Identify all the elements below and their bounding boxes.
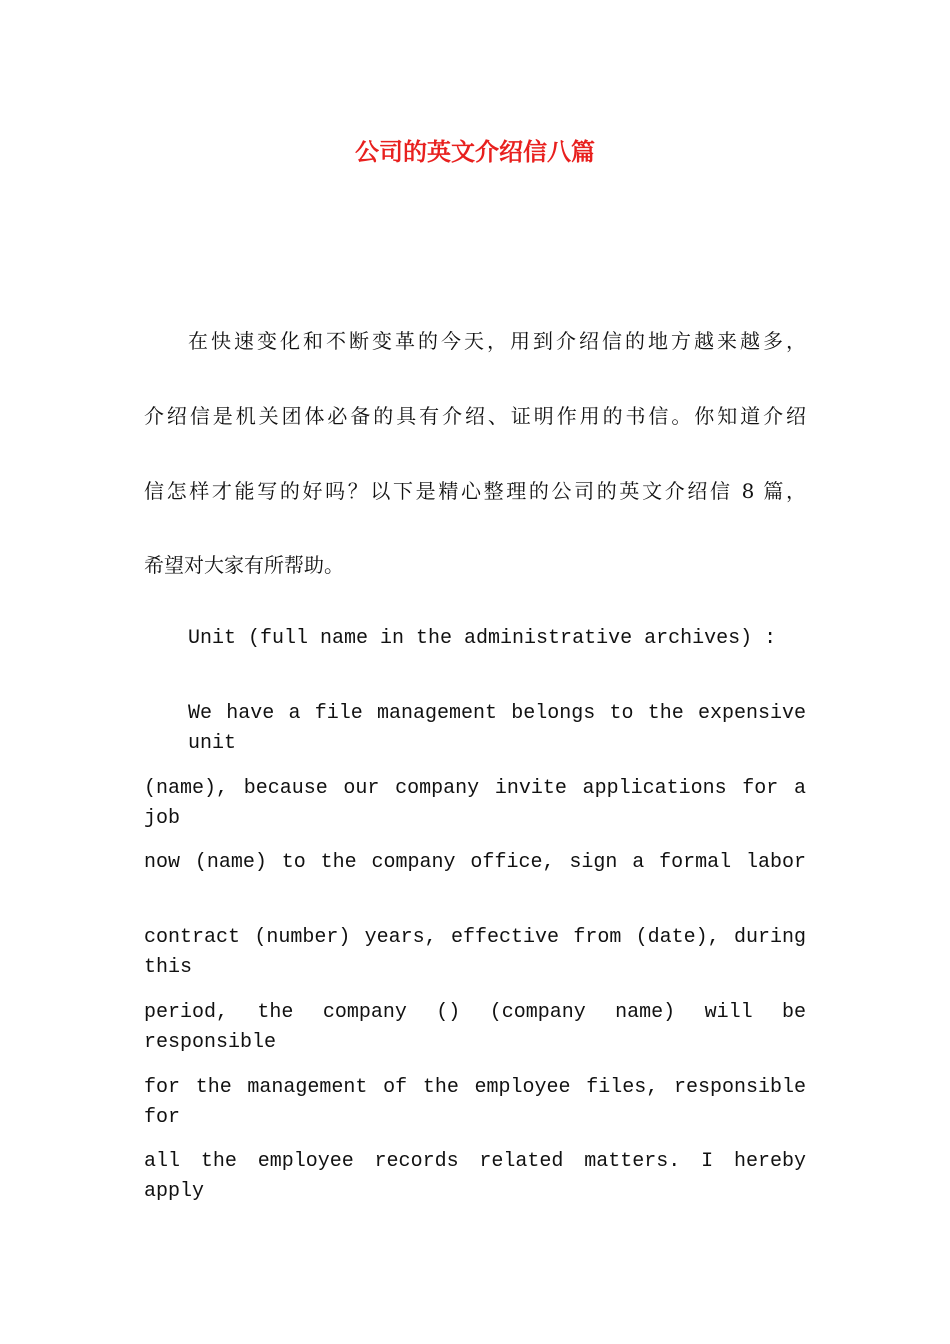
paragraph-line: all the employee records related matters. I hereby apply xyxy=(144,1150,806,1203)
paragraph-line: (name), because our company invite applications for a job xyxy=(144,777,806,830)
paragraph-line: We have a file management belongs to the expensive unit xyxy=(188,702,806,755)
paragraph-line: now (name) to the company office, sign a formal labor xyxy=(144,851,806,874)
paragraph-line: 介绍信是机关团体必备的具有介绍、证明作用的书信。你知道介绍 xyxy=(144,404,806,428)
paragraph-line: for the management of the employee files, responsible for xyxy=(144,1076,806,1129)
paragraph-line: contract (number) years, effective from (date), during this xyxy=(144,926,806,979)
paragraph-line: period, the company () (company name) will be responsible xyxy=(144,1001,806,1054)
paragraph-line: 信怎样才能写的好吗？以下是精心整理的公司的英文介绍信 8 篇， xyxy=(144,479,806,503)
document-title: 公司的英文介绍信八篇 xyxy=(355,137,595,166)
paragraph-line: 在快速变化和不断变革的今天，用到介绍信的地方越来越多， xyxy=(188,329,806,353)
paragraph-line: Unit (full name in the administrative archives) : xyxy=(188,627,777,650)
paragraph-line: 希望对大家有所帮助。 xyxy=(144,553,344,577)
